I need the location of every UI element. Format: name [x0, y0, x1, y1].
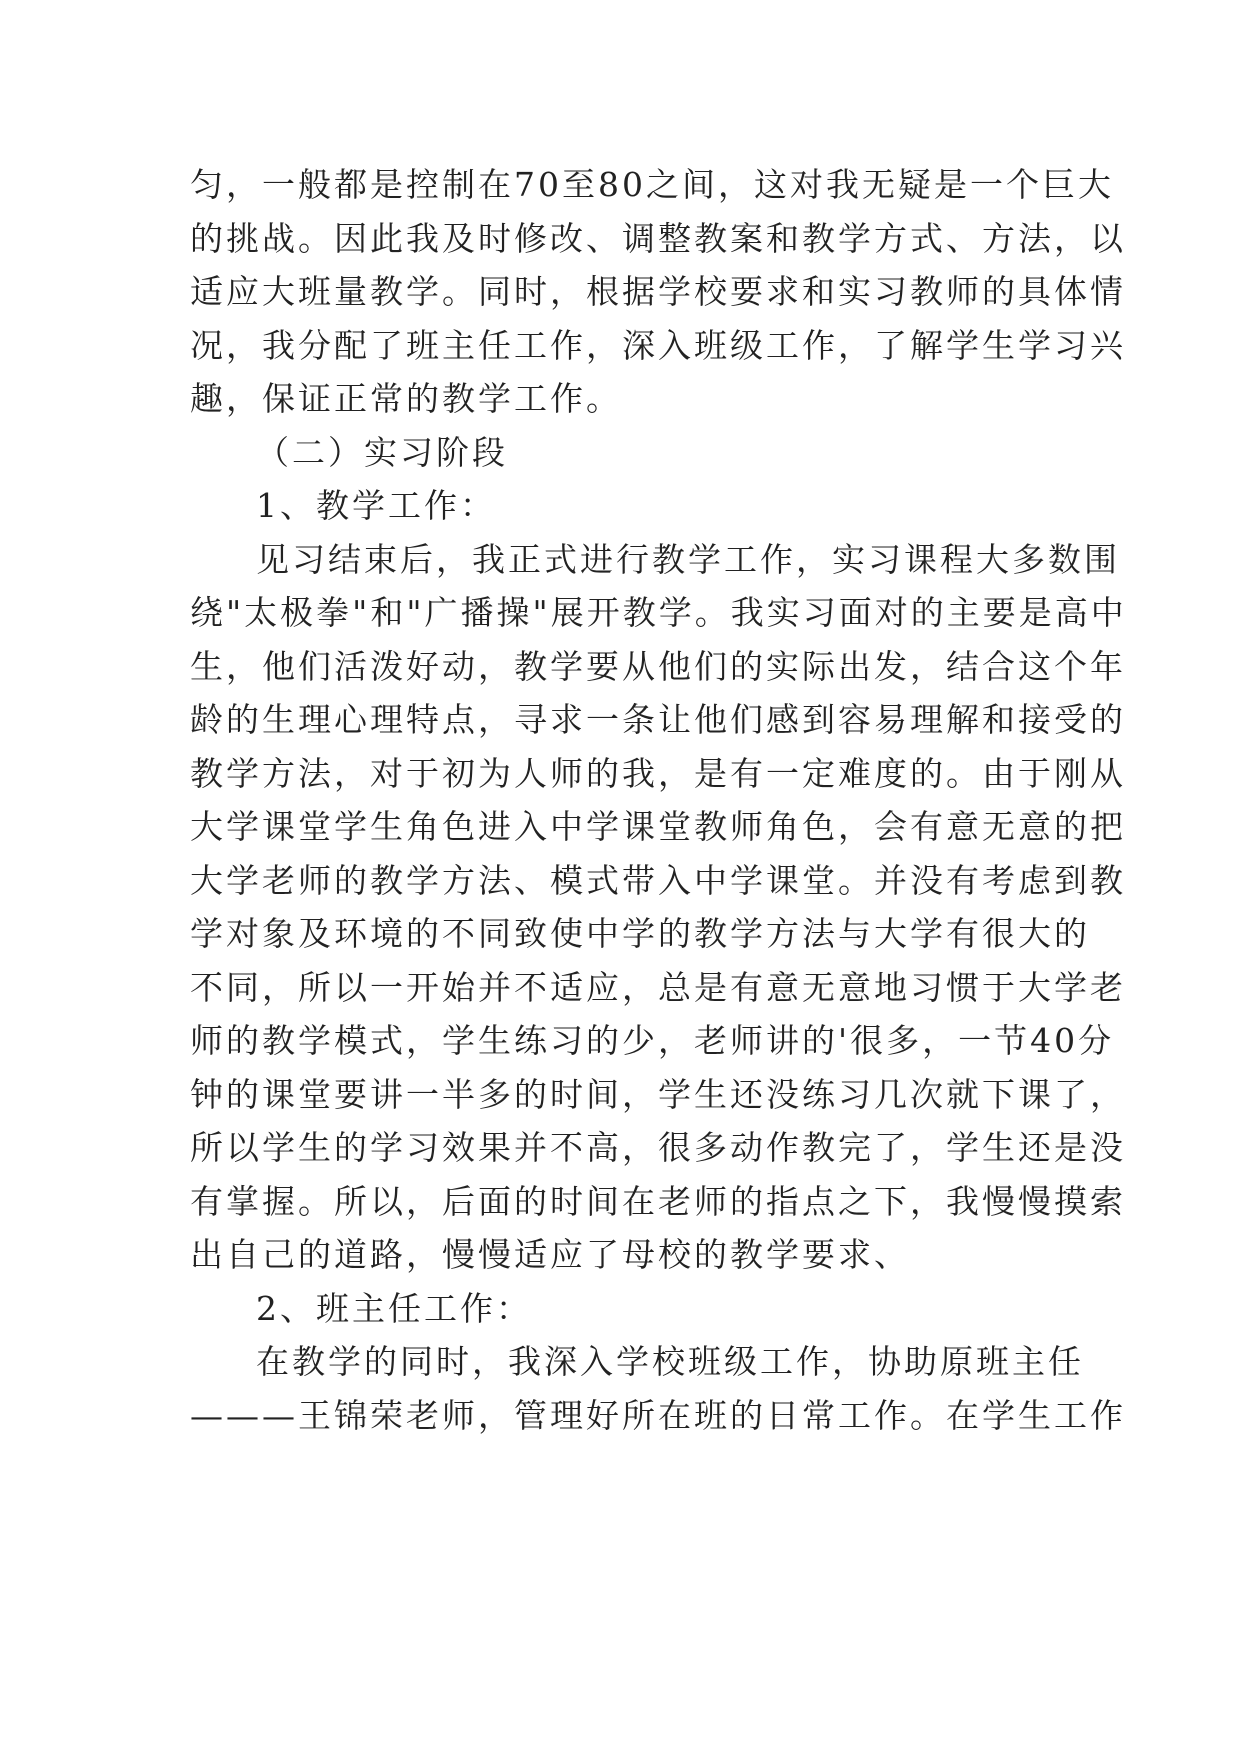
text-line: 钟的课堂要讲一半多的时间，学生还没练习几次就下课了，	[190, 1074, 1126, 1114]
section-heading: （二）实习阶段	[256, 432, 508, 472]
text-line: 大学课堂学生角色进入中学课堂教师角色，会有意无意的把	[190, 807, 1126, 846]
text-line: 师的教学模式，学生练习的少，老师讲的'很多，一节40分	[190, 1021, 1115, 1060]
text-line: 有掌握。所以，后面的时间在老师的指点之下，我慢慢摸索	[190, 1181, 1126, 1221]
text-line: ———王锦荣老师，管理好所在班的日常工作。在学生工作	[190, 1395, 1126, 1435]
text-line: 学对象及环境的不同致使中学的教学方法与大学有很大的	[190, 914, 1090, 953]
text-line: 出自己的道路，慢慢适应了母校的教学要求、	[190, 1235, 910, 1274]
text-line: 的挑战。因此我及时修改、调整教案和教学方式、方法，以	[190, 218, 1126, 258]
text-line: 在教学的同时，我深入学校班级工作，协助原班主任	[256, 1342, 1084, 1381]
text-line: 大学老师的教学方法、模式带入中学课堂。并没有考虑到教	[190, 860, 1126, 900]
text-line: 适应大班量教学。同时，根据学校要求和实习教师的具体情	[190, 272, 1126, 311]
text-line: 见习结束后，我正式进行教学工作，实习课程大多数围	[256, 539, 1120, 579]
text-line: 况，我分配了班主任工作，深入班级工作，了解学生学习兴	[190, 325, 1126, 365]
text-line: 匀，一般都是控制在70至80之间，这对我无疑是一个巨大	[190, 165, 1114, 204]
text-line: 不同，所以一开始并不适应，总是有意无意地习惯于大学老	[190, 967, 1126, 1007]
text-line: 生，他们活泼好动，教学要从他们的实际出发，结合这个年	[190, 646, 1126, 686]
text-line: 趣，保证正常的教学工作。	[190, 379, 622, 418]
text-line: 龄的生理心理特点，寻求一条让他们感到容易理解和接受的	[190, 700, 1126, 739]
document-body	[190, 158, 1127, 1442]
text-line: 绕"太极拳"和"广播操"展开教学。我实习面对的主要是高中	[190, 593, 1127, 632]
text-line: 所以学生的学习效果并不高，很多动作教完了，学生还是没	[190, 1128, 1126, 1167]
text-line: 教学方法，对于初为人师的我，是有一定难度的。由于刚从	[190, 753, 1126, 793]
subsection-heading: 1、教学工作：	[256, 486, 496, 525]
subsection-heading: 2、班主任工作：	[256, 1288, 532, 1328]
